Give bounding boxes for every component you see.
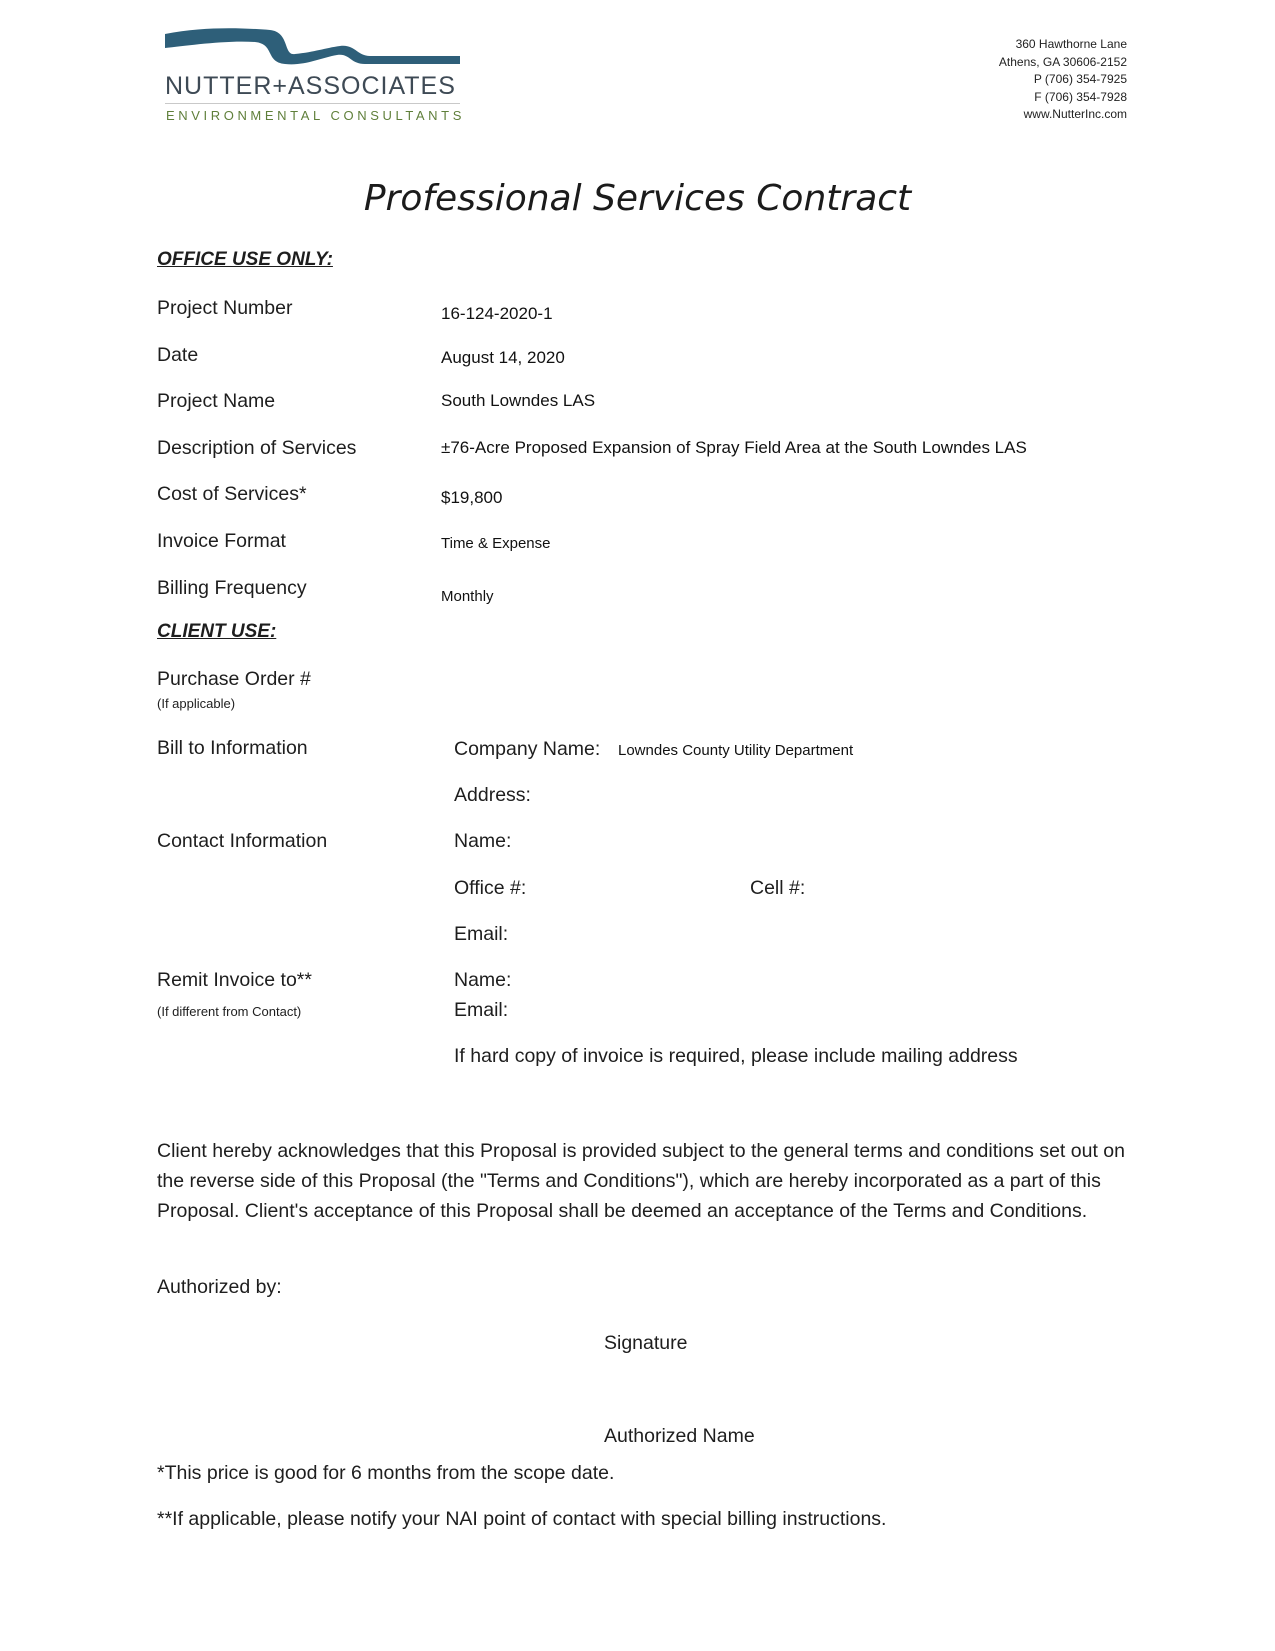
client-use-heading: CLIENT USE: (157, 621, 277, 642)
logo-tagline: ENVIRONMENTAL CONSULTANTS (166, 108, 465, 123)
contact-info-label: Contact Information (157, 830, 328, 852)
company-name-label: Company Name: (454, 738, 601, 760)
purchase-order-note: (If applicable) (157, 696, 236, 711)
purchase-order-label: Purchase Order # (157, 668, 311, 690)
description-label: Description of Services (157, 437, 357, 459)
address-line2: Athens, GA 30606-2152 (998, 54, 1127, 69)
company-name-value: Lowndes County Utility Department (618, 742, 854, 759)
remit-email-label: Email: (454, 999, 509, 1021)
invoice-format-value: Time & Expense (441, 535, 551, 552)
project-name-value: South Lowndes LAS (441, 391, 596, 410)
address-fax: F (706) 354-7928 (1034, 89, 1127, 104)
footnote-price-validity: *This price is good for 6 months from the scope date. (157, 1462, 615, 1484)
cost-value: $19,800 (441, 488, 503, 507)
remit-invoice-label: Remit Invoice to** (157, 969, 312, 991)
address-website: www.NutterInc.com (1023, 107, 1127, 122)
billing-frequency-value: Monthly (441, 588, 494, 605)
address-phone: P (706) 354-7925 (1033, 72, 1127, 87)
contact-name-label: Name: (454, 830, 512, 852)
cost-label: Cost of Services* (157, 483, 307, 505)
authorized-by-label: Authorized by: (157, 1276, 282, 1298)
authorized-name-label: Authorized Name (604, 1425, 755, 1447)
description-value: ±76-Acre Proposed Expansion of Spray Field Area at the South Lowndes LAS (441, 438, 1027, 457)
remit-name-label: Name: (454, 969, 512, 991)
office-use-heading: OFFICE USE ONLY: (157, 249, 333, 270)
date-label: Date (157, 344, 199, 366)
cell-phone-label: Cell #: (750, 877, 806, 899)
invoice-format-label: Invoice Format (157, 530, 286, 552)
bill-to-label: Bill to Information (157, 737, 308, 759)
date-value: August 14, 2020 (441, 348, 565, 367)
company-address (999, 36, 1127, 124)
project-number-value: 16-124-2020-1 (441, 304, 553, 323)
acknowledgement-paragraph: Client hereby acknowledges that this Proposal is provided subject to the general terms and conditions set out on the reverse side of this Proposal (the "Terms and Conditions"), which are hereby incorporated as a part of this Proposal. Client's acceptance of this Proposal shall be deemed an acceptance of the Terms and Conditions. (157, 1140, 1125, 1222)
address-line1: 360 Hawthorne Lane (1015, 37, 1127, 51)
page-title: Professional Services Contract (363, 178, 912, 219)
address-label: Address: (454, 784, 531, 806)
logo-divider (165, 103, 460, 104)
footnote-billing-instructions: **If applicable, please notify your NAI point of contact with special billing instructions. (157, 1508, 887, 1530)
billing-frequency-label: Billing Frequency (157, 577, 307, 599)
project-number-label: Project Number (157, 297, 293, 319)
office-phone-label: Office #: (454, 877, 527, 899)
signature-label: Signature (604, 1332, 688, 1354)
remit-invoice-note: (If different from Contact) (157, 1004, 302, 1019)
project-name-label: Project Name (157, 390, 276, 412)
contact-email-label: Email: (454, 923, 509, 945)
logo-wave-icon (165, 26, 460, 74)
hard-copy-note: If hard copy of invoice is required, please include mailing address (454, 1045, 1018, 1067)
logo-name: NUTTER+ASSOCIATES (165, 72, 456, 100)
